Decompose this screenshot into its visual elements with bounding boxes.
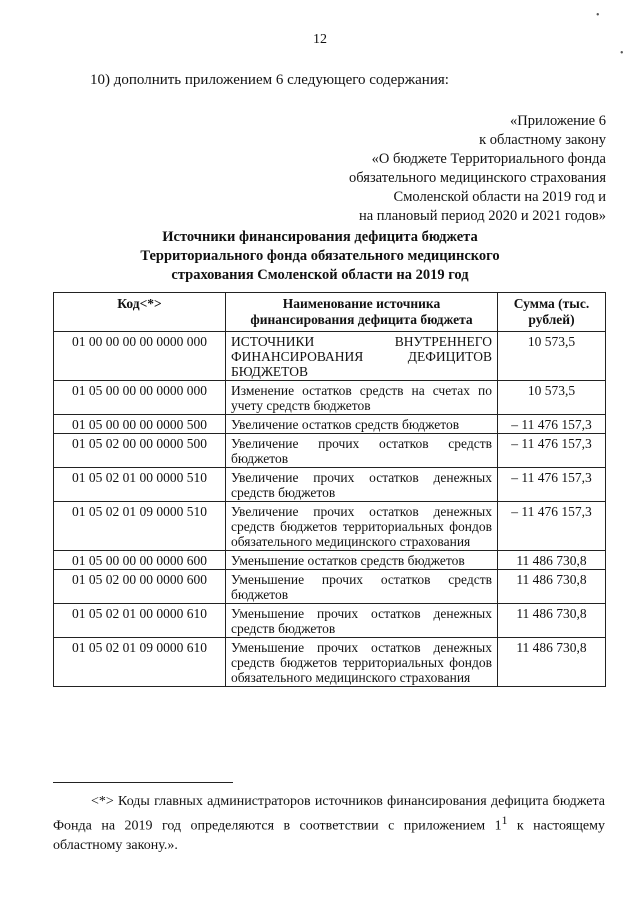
row-sum: 11 486 730,8 — [498, 604, 606, 638]
row-sum: 11 486 730,8 — [498, 570, 606, 604]
table-row — [54, 468, 606, 502]
row-sum: – 11 476 157,3 — [498, 468, 606, 502]
table-title-line: Территориального фонда обязательного медицинского — [140, 248, 500, 264]
table-row — [54, 332, 606, 381]
row-code: 01 05 02 01 00 0000 610 — [54, 604, 226, 638]
row-code: 01 05 00 00 00 0000 500 — [54, 415, 226, 434]
appendix-heading — [349, 112, 606, 226]
row-code: 01 05 02 00 00 0000 600 — [54, 570, 226, 604]
row-code: 01 05 00 00 00 0000 600 — [54, 551, 226, 570]
appendix-line: обязательного медицинского страхования — [349, 170, 606, 186]
table-title — [0, 228, 640, 285]
header-sum: Сумма (тыс. рублей) — [498, 293, 606, 332]
row-sum: – 11 476 157,3 — [498, 415, 606, 434]
row-name: Увеличение прочих остатков денежных средств бюджетов территориальных фондов обязательного медицинского страхования — [226, 502, 498, 551]
table-row — [54, 604, 606, 638]
table-header-row — [54, 293, 606, 332]
footnote-text: <*> Коды главных администраторов источников финансирования дефицита бюджета Фонда на 2019 год определяются в соответствии с приложением 1 — [53, 794, 605, 834]
row-sum: – 11 476 157,3 — [498, 434, 606, 468]
scan-mark: • — [620, 48, 624, 59]
appendix-line: к областному закону — [479, 132, 606, 148]
appendix-line: Смоленской области на 2019 год и — [393, 189, 606, 205]
row-name: Увеличение прочих остатков средств бюджетов — [226, 434, 498, 468]
row-name: Увеличение прочих остатков денежных средств бюджетов — [226, 468, 498, 502]
intro-text: 10) дополнить приложением 6 следующего содержания: — [90, 72, 449, 88]
table-row — [54, 415, 606, 434]
row-name: ИСТОЧНИКИ ВНУТРЕННЕГО ФИНАНСИРОВАНИЯ ДЕФИЦИТОВ БЮДЖЕТОВ — [226, 332, 498, 381]
row-code: 01 05 02 01 09 0000 610 — [54, 638, 226, 687]
row-name: Уменьшение прочих остатков денежных средств бюджетов территориальных фондов обязательного медицинского страхования — [226, 638, 498, 687]
row-name: Уменьшение прочих остатков средств бюджетов — [226, 570, 498, 604]
page-number: 12 — [313, 32, 327, 47]
row-name: Уменьшение остатков средств бюджетов — [226, 551, 498, 570]
footnote — [53, 792, 605, 855]
footnote-text-end: к настоящему областному закону.». — [53, 818, 605, 853]
row-code: 01 05 00 00 00 0000 000 — [54, 381, 226, 415]
row-code: 01 05 02 01 00 0000 510 — [54, 468, 226, 502]
row-sum: 11 486 730,8 — [498, 551, 606, 570]
table-title-line: Источники финансирования дефицита бюджета — [162, 229, 478, 245]
appendix-line: на плановый период 2020 и 2021 годов» — [358, 208, 606, 224]
header-name: Наименование источника финансирования дефицита бюджета — [226, 293, 498, 332]
footnote-superscript: 1 — [501, 814, 508, 827]
appendix-line: «Приложение 6 — [510, 113, 606, 129]
scan-mark: • — [596, 10, 600, 21]
row-sum: 10 573,5 — [498, 381, 606, 415]
row-code: 01 05 02 01 09 0000 510 — [54, 502, 226, 551]
header-code: Код<*> — [54, 293, 226, 332]
row-name: Изменение остатков средств на счетах по учету средств бюджетов — [226, 381, 498, 415]
table-title-line: страхования Смоленской области на 2019 год — [171, 267, 469, 283]
table-row — [54, 551, 606, 570]
row-sum: – 11 476 157,3 — [498, 502, 606, 551]
row-name: Увеличение остатков средств бюджетов — [226, 415, 498, 434]
table-row — [54, 570, 606, 604]
table-row — [54, 638, 606, 687]
appendix-line: «О бюджете Территориального фонда — [371, 151, 606, 167]
financing-sources-table — [53, 292, 606, 687]
row-code: 01 05 02 00 00 0000 500 — [54, 434, 226, 468]
table-row — [54, 502, 606, 551]
footnote-separator — [53, 782, 233, 783]
row-sum: 11 486 730,8 — [498, 638, 606, 687]
row-code: 01 00 00 00 00 0000 000 — [54, 332, 226, 381]
table-row — [54, 381, 606, 415]
row-name: Уменьшение прочих остатков денежных средств бюджетов — [226, 604, 498, 638]
row-sum: 10 573,5 — [498, 332, 606, 381]
table-row — [54, 434, 606, 468]
